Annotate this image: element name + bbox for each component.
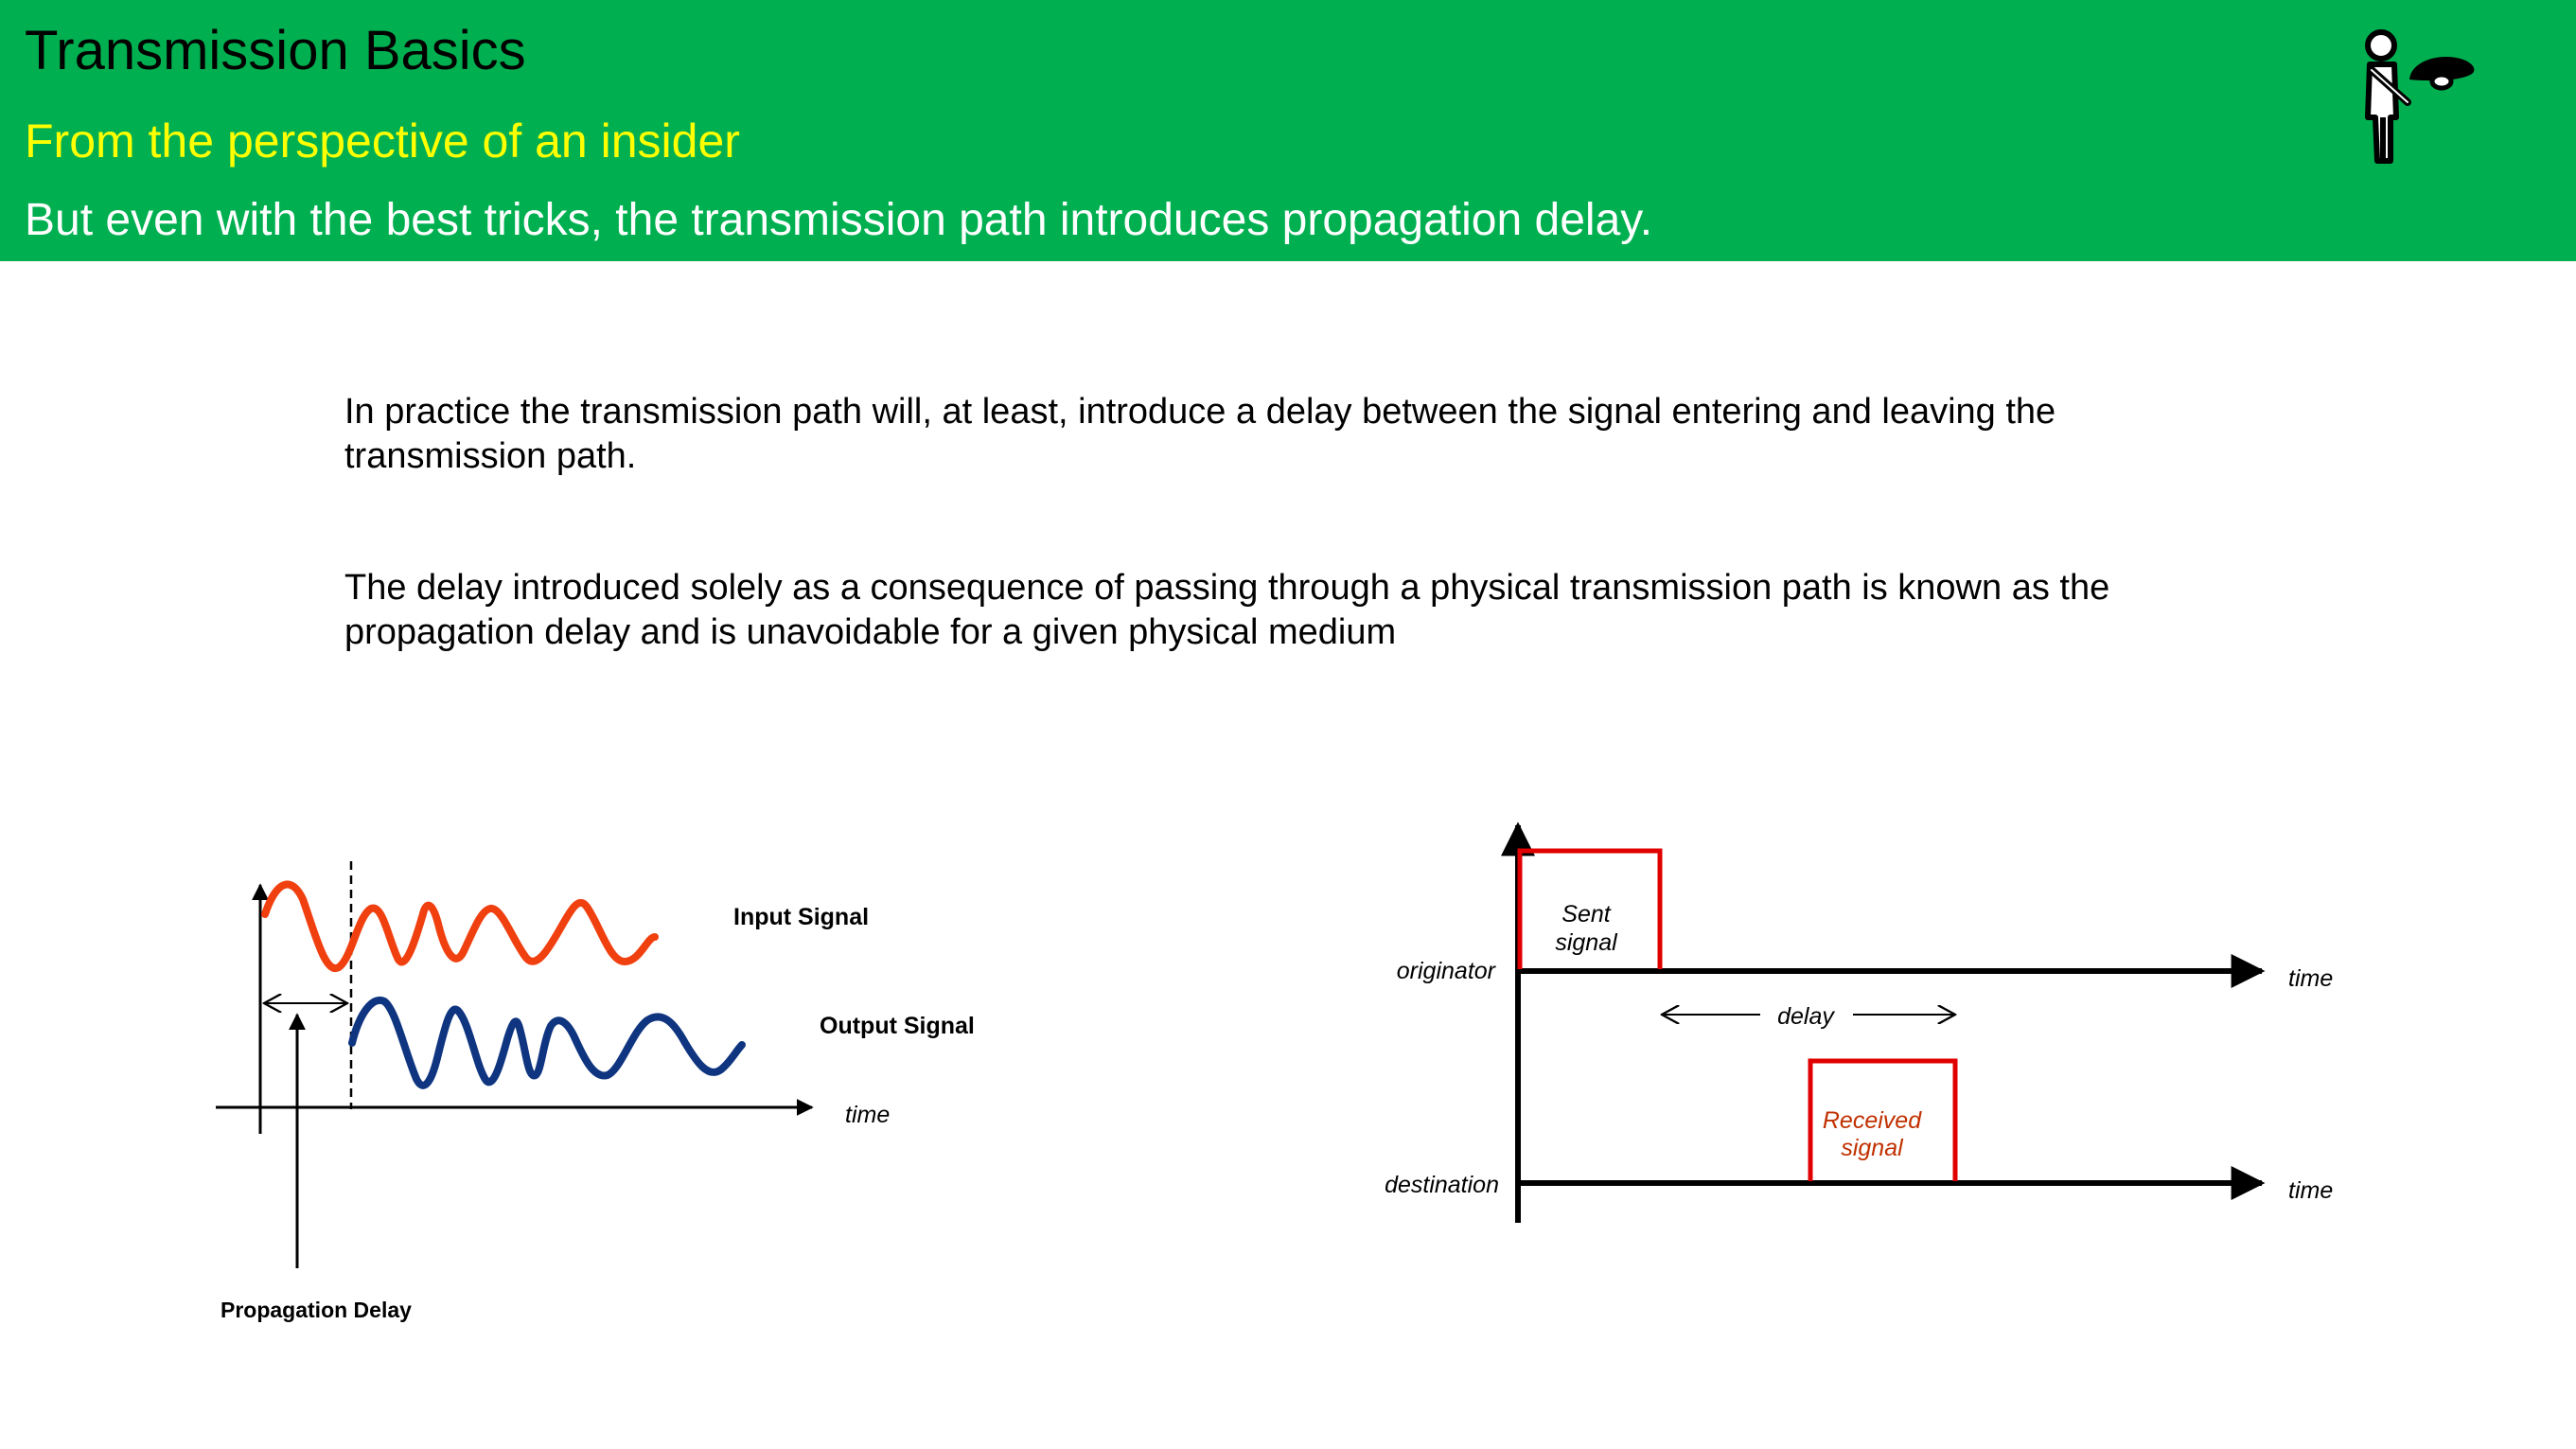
sent-signal-label-line2: signal <box>1555 929 1617 956</box>
input-signal-wave <box>265 884 655 968</box>
originator-label: originator <box>1396 958 1495 984</box>
input-signal-label: Input Signal <box>733 904 870 930</box>
paragraph-propagation-delay: The delay introduced solely as a consequence of passing through a physical transmission path is known as the propagation delay and is unavoidable for a given physical medium <box>344 568 2110 652</box>
left-time-axis-label: time <box>845 1102 891 1128</box>
delay-label: delay <box>1777 1003 1834 1030</box>
slide-headline: But even with the best tricks, the transmission path introduces propagation delay. <box>25 195 1653 245</box>
time-label-destination: time <box>2288 1177 2334 1204</box>
timing-diagram <box>1385 825 2333 1223</box>
received-signal-label-line2: signal <box>1841 1135 1903 1161</box>
sent-signal-label-line1: Sent <box>1561 901 1611 928</box>
paragraph-transmission-delay: In practice the transmission path will, at least, introduce a delay between the signal entering and leaving the transmission path. <box>344 392 2056 476</box>
slide-subtitle: From the perspective of an insider <box>25 115 740 168</box>
propagation-delay-label: Propagation Delay <box>221 1298 412 1322</box>
destination-label: destination <box>1385 1172 1499 1198</box>
output-signal-wave <box>352 1000 742 1086</box>
output-signal-label: Output Signal <box>820 1013 975 1039</box>
propagation-delay-diagram <box>216 861 975 1322</box>
received-signal-label-line1: Received <box>1822 1107 1922 1134</box>
slide-title: Transmission Basics <box>25 20 526 81</box>
time-label-originator: time <box>2288 965 2334 992</box>
